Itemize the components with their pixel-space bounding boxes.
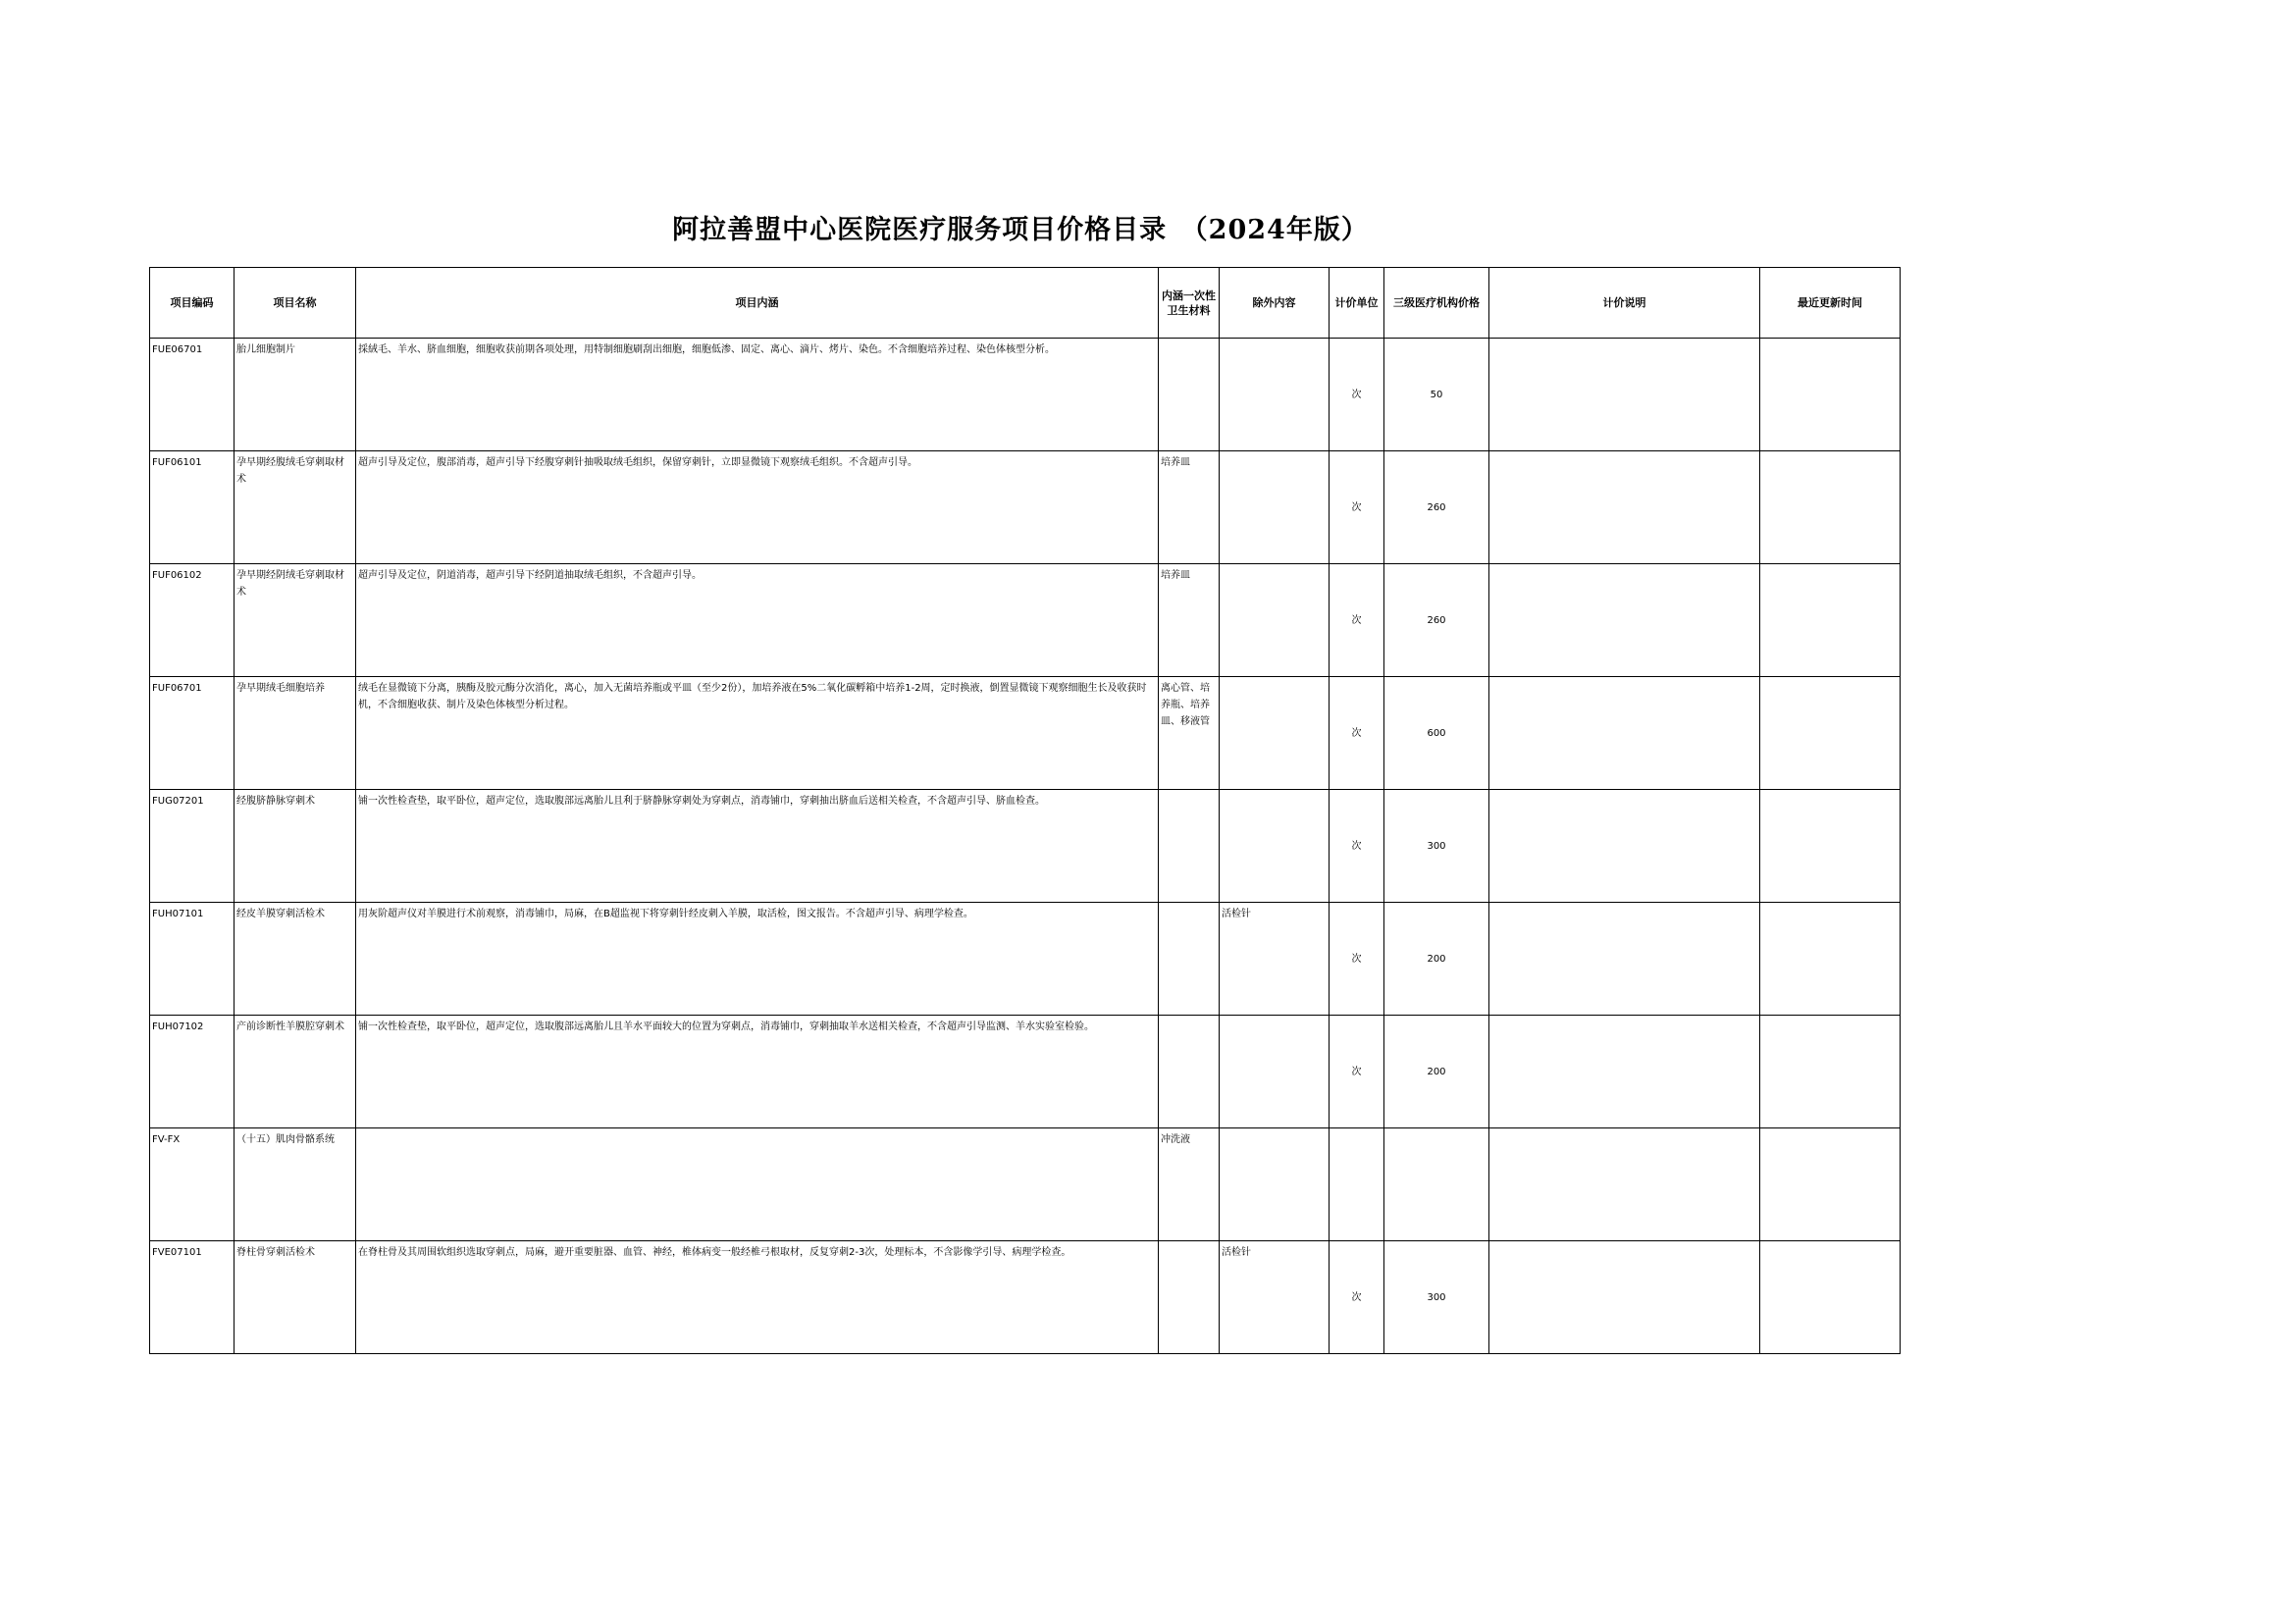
cell-content: 绒毛在显微镜下分离，胰酶及胶元酶分次消化，离心，加入无菌培养瓶或平皿（至少2份），加培养液在5%二氧化碳孵箱中培养1-2周，定时换液，倒置显微镜下观察细胞生长及收获时机，不含细胞收获、制片及染色体核型分析过程。 bbox=[356, 677, 1159, 790]
cell-excluded bbox=[1220, 1016, 1330, 1128]
cell-updated bbox=[1760, 1241, 1901, 1354]
table-row bbox=[150, 564, 1901, 677]
cell-price: 300 bbox=[1384, 1241, 1489, 1354]
column-header-unit: 计价单位 bbox=[1330, 268, 1384, 339]
cell-price: 600 bbox=[1384, 677, 1489, 790]
cell-content: 铺一次性检查垫，取平卧位，超声定位，选取腹部远离胎儿且羊水平面较大的位置为穿刺点，消毒铺巾，穿刺抽取羊水送相关检查，不含超声引导监测、羊水实验室检验。 bbox=[356, 1016, 1159, 1128]
cell-excluded: 活检针 bbox=[1220, 1241, 1330, 1354]
cell-name: 孕早期经阴绒毛穿刺取材术 bbox=[235, 564, 356, 677]
table-row bbox=[150, 903, 1901, 1016]
cell-material bbox=[1159, 903, 1220, 1016]
cell-unit: 次 bbox=[1330, 677, 1384, 790]
cell-unit: 次 bbox=[1330, 790, 1384, 903]
column-header-name: 项目名称 bbox=[235, 268, 356, 339]
cell-price bbox=[1384, 1128, 1489, 1241]
cell-material: 培养皿 bbox=[1159, 564, 1220, 677]
cell-note bbox=[1489, 339, 1760, 451]
cell-material bbox=[1159, 1016, 1220, 1128]
cell-updated bbox=[1760, 903, 1901, 1016]
cell-unit: 次 bbox=[1330, 903, 1384, 1016]
cell-content: 超声引导及定位，腹部消毒，超声引导下经腹穿刺针抽吸取绒毛组织，保留穿刺针，立即显微镜下观察绒毛组织。不含超声引导。 bbox=[356, 451, 1159, 564]
table-row bbox=[150, 1016, 1901, 1128]
cell-updated bbox=[1760, 451, 1901, 564]
cell-price: 200 bbox=[1384, 903, 1489, 1016]
cell-code: FUE06701 bbox=[150, 339, 235, 451]
cell-excluded bbox=[1220, 339, 1330, 451]
cell-updated bbox=[1760, 339, 1901, 451]
cell-unit: 次 bbox=[1330, 1241, 1384, 1354]
column-header-excluded: 除外内容 bbox=[1220, 268, 1330, 339]
column-header-content: 项目内涵 bbox=[356, 268, 1159, 339]
cell-note bbox=[1489, 1241, 1760, 1354]
cell-code: FUG07201 bbox=[150, 790, 235, 903]
cell-updated bbox=[1760, 677, 1901, 790]
cell-material bbox=[1159, 1241, 1220, 1354]
page-title: 阿拉善盟中心医院医疗服务项目价格目录 （2024年版） bbox=[672, 215, 1369, 245]
cell-note bbox=[1489, 790, 1760, 903]
cell-updated bbox=[1760, 564, 1901, 677]
table-row bbox=[150, 790, 1901, 903]
cell-name: 经皮羊膜穿刺活检术 bbox=[235, 903, 356, 1016]
cell-excluded bbox=[1220, 1128, 1330, 1241]
cell-code: FUH07101 bbox=[150, 903, 235, 1016]
cell-excluded bbox=[1220, 451, 1330, 564]
cell-content: 在脊柱骨及其周围软组织选取穿刺点，局麻，避开重要脏器、血管、神经，椎体病变一般经椎弓根取材，反复穿刺2-3次，处理标本，不含影像学引导、病理学检查。 bbox=[356, 1241, 1159, 1354]
cell-name: 产前诊断性羊膜腔穿刺术 bbox=[235, 1016, 356, 1128]
cell-excluded: 活检针 bbox=[1220, 903, 1330, 1016]
cell-material: 培养皿 bbox=[1159, 451, 1220, 564]
cell-updated bbox=[1760, 1016, 1901, 1128]
cell-excluded bbox=[1220, 564, 1330, 677]
cell-note bbox=[1489, 564, 1760, 677]
cell-excluded bbox=[1220, 790, 1330, 903]
cell-material: 离心管、培养瓶、培养皿、移液管 bbox=[1159, 677, 1220, 790]
column-header-updated: 最近更新时间 bbox=[1760, 268, 1901, 339]
cell-content: 用灰阶超声仪对羊膜进行术前观察，消毒铺巾，局麻，在B超监视下将穿刺针经皮刺入羊膜，取活检，图文报告。不含超声引导、病理学检查。 bbox=[356, 903, 1159, 1016]
table-row bbox=[150, 1241, 1901, 1354]
table-row bbox=[150, 451, 1901, 564]
cell-name: 经腹脐静脉穿刺术 bbox=[235, 790, 356, 903]
cell-name: 胎儿细胞制片 bbox=[235, 339, 356, 451]
cell-price: 200 bbox=[1384, 1016, 1489, 1128]
column-header-price: 三级医疗机构价格 bbox=[1384, 268, 1489, 339]
cell-unit bbox=[1330, 1128, 1384, 1241]
cell-unit: 次 bbox=[1330, 564, 1384, 677]
cell-code: FUH07102 bbox=[150, 1016, 235, 1128]
column-header-material: 内涵一次性卫生材料 bbox=[1159, 268, 1220, 339]
cell-name: （十五）肌肉骨骼系统 bbox=[235, 1128, 356, 1241]
cell-content: 铺一次性检查垫，取平卧位，超声定位，选取腹部远离胎儿且利于脐静脉穿刺处为穿刺点，消毒铺巾，穿刺抽出脐血后送相关检查，不含超声引导、脐血检查。 bbox=[356, 790, 1159, 903]
cell-note bbox=[1489, 1128, 1760, 1241]
cell-price: 50 bbox=[1384, 339, 1489, 451]
cell-name: 脊柱骨穿刺活检术 bbox=[235, 1241, 356, 1354]
cell-code: FV-FX bbox=[150, 1128, 235, 1241]
cell-material bbox=[1159, 790, 1220, 903]
cell-content bbox=[356, 1128, 1159, 1241]
column-header-note: 计价说明 bbox=[1489, 268, 1760, 339]
cell-name: 孕早期绒毛细胞培养 bbox=[235, 677, 356, 790]
cell-name: 孕早期经腹绒毛穿刺取材术 bbox=[235, 451, 356, 564]
cell-unit: 次 bbox=[1330, 339, 1384, 451]
table-row bbox=[150, 339, 1901, 451]
cell-material bbox=[1159, 339, 1220, 451]
cell-content: 超声引导及定位，阴道消毒，超声引导下经阴道抽取绒毛组织，不含超声引导。 bbox=[356, 564, 1159, 677]
column-header-code: 项目编码 bbox=[150, 268, 235, 339]
cell-updated bbox=[1760, 1128, 1901, 1241]
cell-code: FUF06701 bbox=[150, 677, 235, 790]
cell-note bbox=[1489, 451, 1760, 564]
cell-note bbox=[1489, 677, 1760, 790]
cell-unit: 次 bbox=[1330, 451, 1384, 564]
cell-price: 260 bbox=[1384, 564, 1489, 677]
cell-code: FVE07101 bbox=[150, 1241, 235, 1354]
cell-code: FUF06102 bbox=[150, 564, 235, 677]
cell-excluded bbox=[1220, 677, 1330, 790]
cell-note bbox=[1489, 1016, 1760, 1128]
cell-material: 冲洗液 bbox=[1159, 1128, 1220, 1241]
cell-unit: 次 bbox=[1330, 1016, 1384, 1128]
cell-price: 260 bbox=[1384, 451, 1489, 564]
table-header-row bbox=[150, 268, 1901, 339]
table-body bbox=[150, 339, 1901, 1354]
table-row bbox=[150, 1128, 1901, 1241]
price-table bbox=[149, 267, 1901, 1354]
cell-updated bbox=[1760, 790, 1901, 903]
cell-code: FUF06101 bbox=[150, 451, 235, 564]
cell-price: 300 bbox=[1384, 790, 1489, 903]
cell-content: 採絨毛、羊水、脐血细胞，细胞收获前期各项处理，用特制细胞刷刮出细胞，细胞低渗、固定、离心、滴片、烤片、染色。不含细胞培养过程、染色体核型分析。 bbox=[356, 339, 1159, 451]
cell-note bbox=[1489, 903, 1760, 1016]
table-row bbox=[150, 677, 1901, 790]
